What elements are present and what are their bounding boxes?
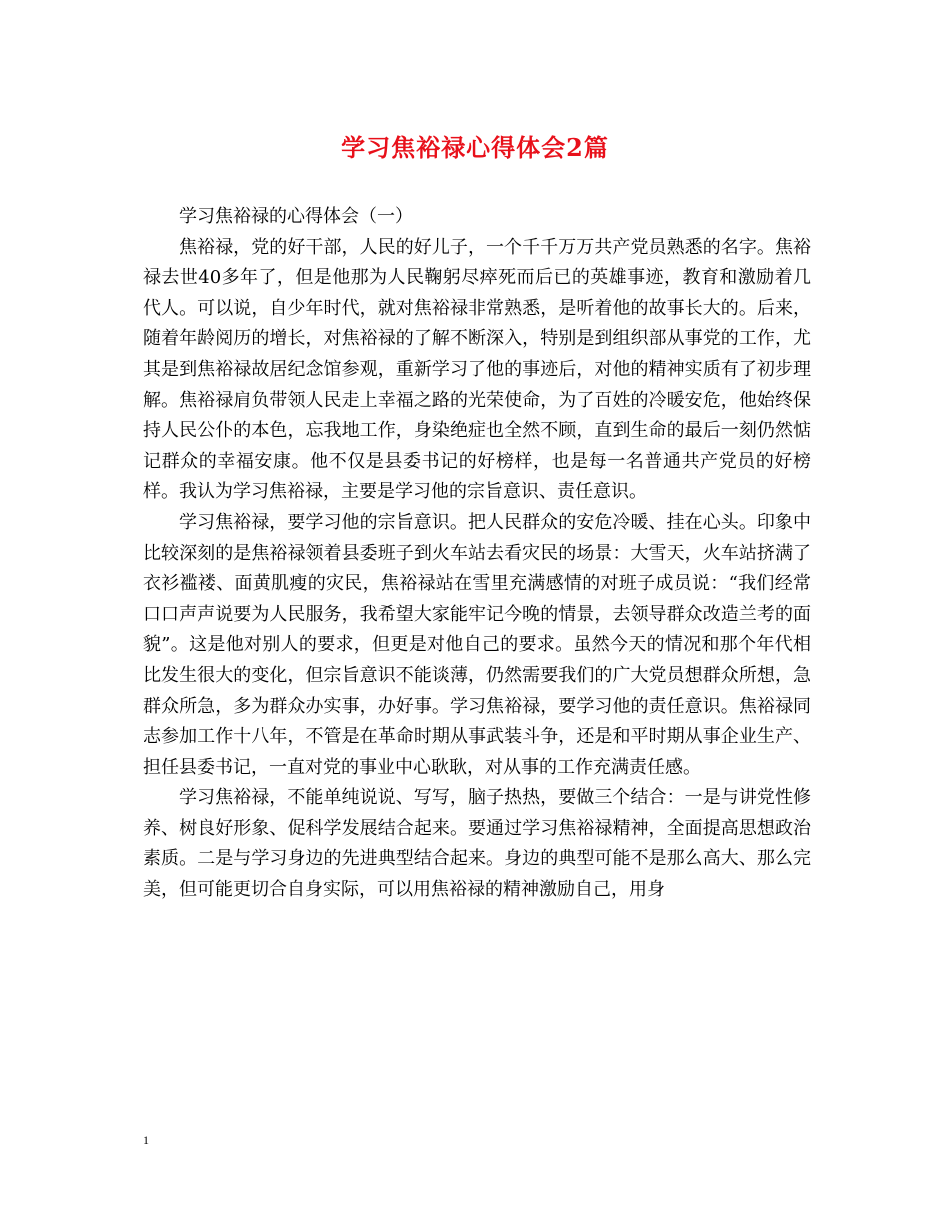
paragraph-1: 焦裕禄，党的好干部，人民的好儿子，一个千千万万共产党员熟悉的名字。焦裕禄去世40多年了，但是他那为人民鞠躬尽瘁死而后已的英雄事迹，教育和激励着几代人。可以说，自少年时代，就对焦裕禄非常熟悉，是听着他的故事长大的。后来，随着年龄阅历的增长，对焦裕禄的了解不断深入，特别是到组织部从事党的工作，尤其是到焦裕禄故居纪念馆参观，重新学习了他的事迹后，对他的精神实质有了初步理解。焦裕禄肩负带领人民走上幸福之路的光荣使命，为了百姓的冷暖安危，他始终保持人民公仆的本色，忘我地工作，身染绝症也全然不顾，直到生命的最后一刻仍然惦记群众的幸福安康。他不仅是县委书记的好榜样，也是每一名普通共产党员的好榜样。我认为学习焦裕禄，主要是学习他的宗旨意识、责任意识。 xyxy=(143,236,811,503)
document-title: 学习焦裕禄心得体会2篇 xyxy=(341,133,609,162)
section-subheading: 学习焦裕禄的心得体会（一） xyxy=(179,206,413,227)
page-number: 1 xyxy=(143,1133,149,1147)
paragraph-3: 学习焦裕禄，不能单纯说说、写写，脑子热热，要做三个结合：一是与讲党性修养、树良好形象、促科学发展结合起来。要通过学习焦裕禄精神，全面提高思想政治素质。二是与学习身边的先进典型结合起来。身边的典型可能不是那么高大、那么完美，但可能更切合自身实际，可以用焦裕禄的精神激励自己，用身 xyxy=(143,787,811,901)
paragraph-2: 学习焦裕禄，要学习他的宗旨意识。把人民群众的安危冷暖、挂在心头。印象中比较深刻的是焦裕禄领着县委班子到火车站去看灾民的场景：大雪天，火车站挤满了衣衫褴褛、面黄肌瘦的灾民，焦裕禄站在雪里充满感情的对班子成员说：“我们经常口口声声说要为人民服务，我希望大家能牢记今晚的情景，去领导群众改造兰考的面貌”。这是他对别人的要求，但更是对他自己的要求。虽然今天的情况和那个年代相比发生很大的变化，但宗旨意识不能谈薄，仍然需要我们的广大党员想群众所想，急群众所急，多为群众办实事，办好事。学习焦裕禄，要学习他的责任意识。焦裕禄同志参加工作十八年，不管是在革命时期从事武装斗争，还是和平时期从事企业生产、担任县委书记，一直对党的事业中心耿耿，对从事的工作充满责任感。 xyxy=(143,511,811,778)
document-body xyxy=(143,202,811,906)
